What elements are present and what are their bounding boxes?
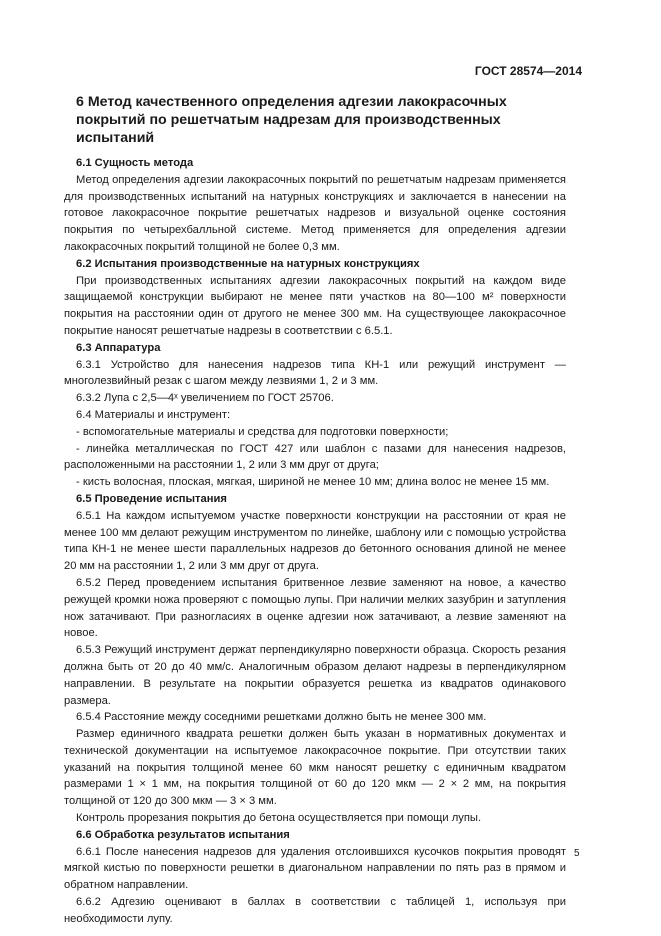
paragraph: 6.5.3 Режущий инструмент держат перпендикулярно поверхности образца. Скорость резания должна быть от 20 до 40 мм/с. Аналогичным образом делают надрезы в перпендикулярном направлении. В результате на покрытии образуется решетка из квадратов одинакового размера. [64,644,566,707]
subsection-heading: 6.2 Испытания производственные на натурных конструкциях [76,257,420,270]
paragraph: - кисть волосная, плоская, мягкая, шириной не менее 10 мм; длина волос не менее 15 мм. [76,476,550,489]
paragraph: 6.5.1 На каждом испытуемом участке поверхности конструкции на расстоянии от края не менее 100 мм делают режущим инструментом по линейке, шаблону или с помощью устройства типа КН-1 не менее шести параллельных надрезов до бетонного основания длиной не менее 20 мм на расстоянии 1, 2 или 3 мм друг от друга. [64,509,566,573]
document-body [64,93,566,928]
subsection-heading: 6.3 Аппаратура [76,341,161,354]
subsection-heading: 6.5 Проведение испытания [76,492,227,505]
paragraph: - вспомогательные материалы и средства для подготовки поверхности; [76,425,449,438]
section-title: 6 Метод качественного определения адгезии лакокрасочных покрытий по решетчатым надрезам для производственных испытаний [76,94,507,146]
paragraph: Размер единичного квадрата решетки должен быть указан в нормативных документах и технической документации на испытуемое лакокрасочное покрытие. При отсутствии таких указаний на покрытия толщиной менее 60 мкм наносят решетку с единичным квадратом размерами 1 × 1 мм, на покрытия толщиной от 60 до 120 мкм — 2 × 2 мм, на покрытия толщиной от 120 до 300 мкм — 3 × 3 мм. [64,728,566,808]
subsection-heading: 6.6 Обработка результатов испытания [76,828,290,841]
paragraph: 6.3.2 Лупа с 2,5—4ˣ увеличением по ГОСТ 25706. [76,392,334,405]
subsection-heading: 6.1 Сущность метода [76,157,194,169]
paragraph: 6.4 Материалы и инструмент: [76,408,231,421]
paragraph: 6.6.2 Адгезию оценивают в баллах в соответствии с таблицей 1, используя при необходимости лупу. [64,896,566,925]
paragraph: 6.5.4 Расстояние между соседними решетками должно быть не менее 300 мм. [76,711,487,724]
paragraph: 6.6.1 После нанесения надрезов для удаления отслоившихся кусочков покрытия проводят мягкой кистью по поверхности решетки в диагональном направлении по пять раз в прямом и обратном направлении. [64,845,566,892]
document-number: ГОСТ 28574—2014 [474,64,582,78]
page-number: 5 [574,848,580,859]
paragraph: Контроль прорезания покрытия до бетона осуществляется при помощи лупы. [76,812,482,825]
paragraph: Метод определения адгезии лакокрасочных покрытий по решетчатым надрезам применяется для производственных испытаний на натурных конструкциях и заключается в нанесении на готовое лакокрасочное покрытие решетчатых надрезов и визуальной оценке состояния покрытия по четырехбалльной системе. Метод применяется для определения адгезии лакокрасочных покрытий толщиной не более 0,3 мм. [64,173,566,253]
paragraph: 6.5.2 Перед проведением испытания бритвенное лезвие заменяют на новое, а качество режущей кромки ножа проверяют с помощью лупы. При наличии мелких зазубрин и затупления нож затачивают. При разногласиях в оценке адгезии нож затачивают, а лезвие заменяют на новое. [64,576,566,640]
sections [64,155,566,928]
paragraph: - линейка металлическая по ГОСТ 427 или шаблон с пазами для нанесения надрезов, расположенными на расстоянии 1, 2 или 3 мм друг от друга; [64,442,566,472]
paragraph: 6.3.1 Устройство для нанесения надрезов типа КН-1 или режущий инструмент — многолезвийный резак с шагом между лезвиями 1, 2 и 3 мм. [64,358,566,388]
paragraph: При производственных испытаниях адгезии лакокрасочных покрытий на каждом виде защищаемой конструкции выбирают не менее пяти участков на 80—100 м² поверхности покрытия на расстоянии один от другого не менее 300 мм. На существующее лакокрасочное покрытие наносят решетчатые надрезы в соответствии с 6.5.1. [64,274,566,337]
